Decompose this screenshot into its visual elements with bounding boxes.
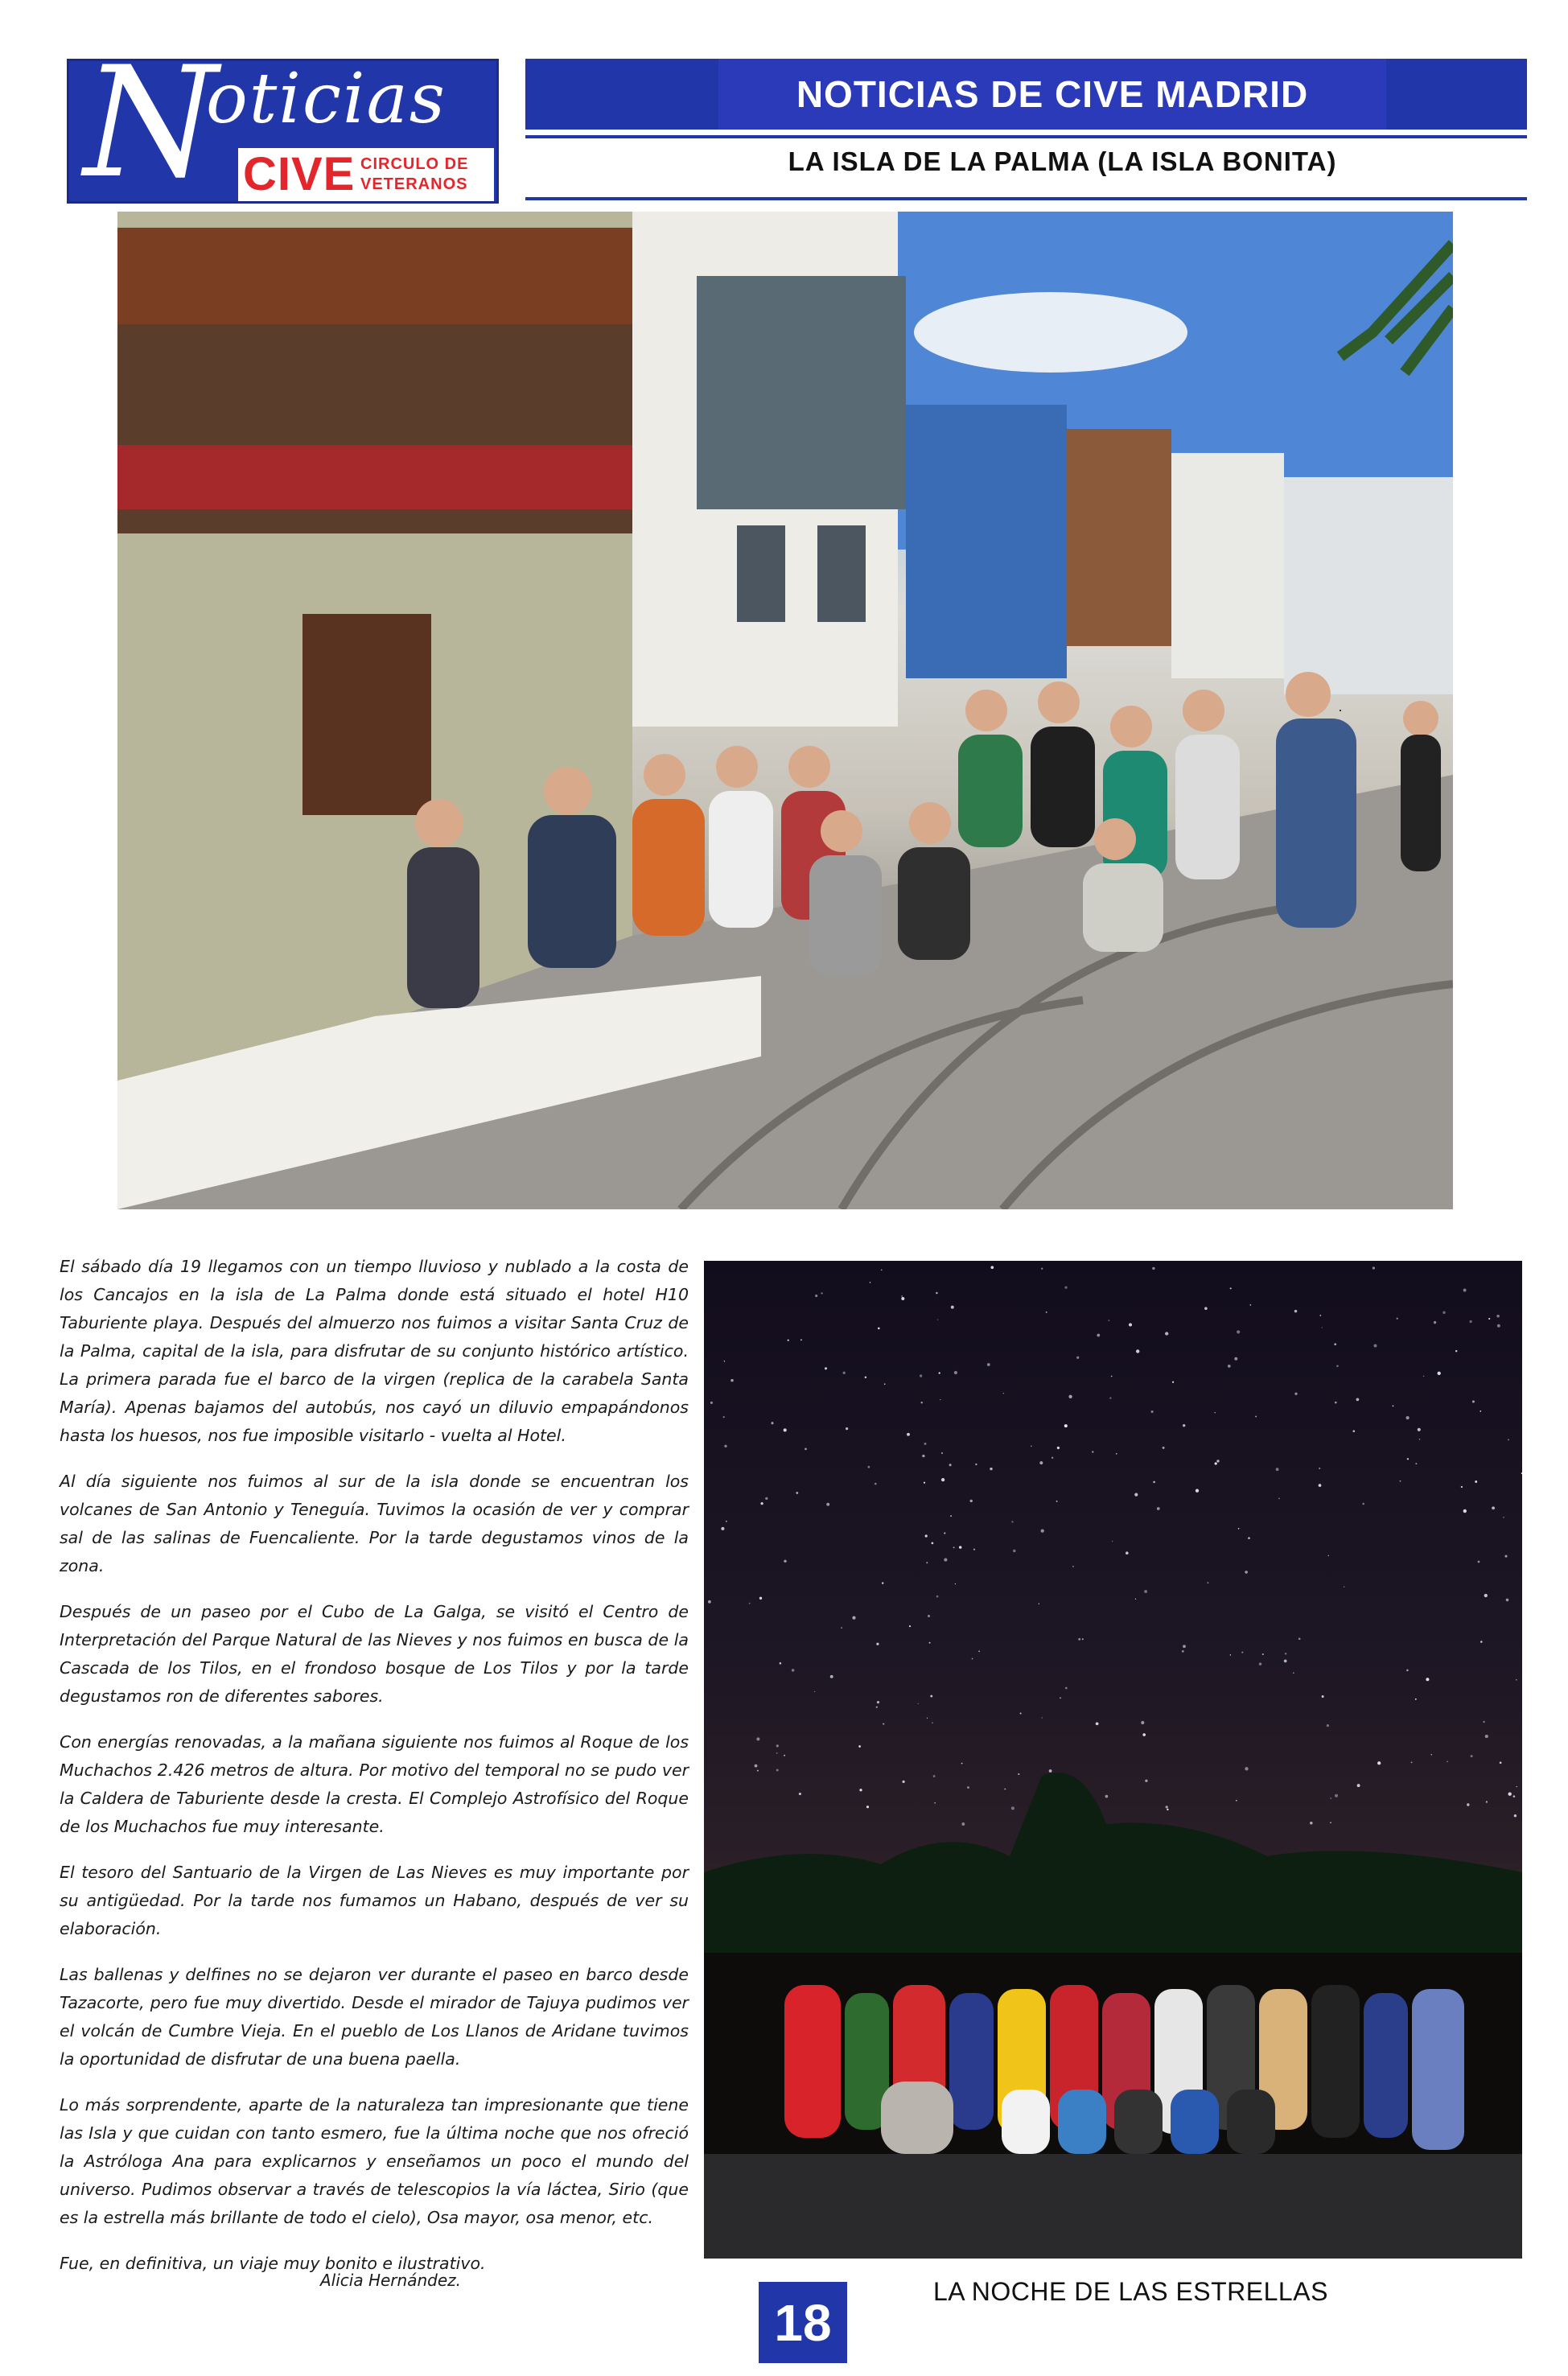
star: [909, 1625, 911, 1627]
star: [730, 1379, 734, 1382]
star: [1478, 1561, 1480, 1563]
star: [1041, 1529, 1044, 1532]
star: [1228, 1365, 1231, 1368]
star: [1204, 1307, 1208, 1310]
star: [1521, 1472, 1522, 1474]
star: [1319, 1315, 1321, 1316]
star: [1471, 1755, 1473, 1757]
star: [1082, 1638, 1084, 1640]
star: [924, 1482, 925, 1484]
star: [1214, 1412, 1215, 1413]
star: [1353, 1430, 1356, 1432]
star: [1248, 1537, 1250, 1539]
star: [1249, 1304, 1251, 1306]
star: [1152, 1267, 1154, 1270]
star: [972, 1658, 973, 1660]
star: [1116, 1453, 1117, 1455]
star: [926, 1562, 928, 1563]
star: [1111, 1376, 1113, 1377]
star: [821, 1292, 822, 1294]
star: [882, 1582, 883, 1583]
star: [1496, 1315, 1500, 1318]
star: [841, 1627, 842, 1629]
star: [1259, 1662, 1261, 1665]
star: [975, 1464, 977, 1465]
star: [1455, 1350, 1457, 1352]
star: [1208, 1582, 1209, 1583]
logo-word: oticias: [206, 59, 447, 139]
star: [878, 1328, 880, 1330]
star: [1065, 1687, 1068, 1690]
star: [1255, 1416, 1257, 1418]
star: [1276, 1468, 1279, 1471]
header-bar: [525, 59, 1527, 130]
star: [1407, 1458, 1409, 1460]
star: [784, 1755, 785, 1756]
star: [796, 1492, 798, 1494]
star: [990, 1468, 992, 1470]
street-group-photo: [117, 212, 1453, 1209]
star: [1503, 1517, 1504, 1518]
star: [826, 1503, 829, 1506]
star: [1472, 1400, 1475, 1402]
star: [883, 1723, 884, 1725]
star: [973, 1549, 975, 1550]
star: [1078, 1638, 1080, 1641]
cive-logo: [67, 59, 499, 204]
star: [1430, 1754, 1432, 1756]
star: [1135, 1599, 1136, 1600]
star: [1322, 1327, 1323, 1328]
star: [1516, 1679, 1517, 1681]
star: [1442, 1311, 1446, 1314]
star: [1423, 1376, 1424, 1377]
star: [1497, 1324, 1500, 1328]
star: [1142, 1733, 1146, 1736]
article-body: [60, 1253, 689, 2296]
star: [870, 1282, 871, 1283]
star: [1068, 1395, 1072, 1398]
star: [1039, 1461, 1043, 1464]
star: [1294, 1310, 1297, 1312]
star: [969, 1500, 972, 1502]
star: [1334, 1343, 1336, 1345]
star: [825, 1367, 827, 1369]
page-subtitle: LA ISLA DE LA PALMA (LA ISLA BONITA): [788, 146, 1337, 176]
star: [932, 1542, 934, 1545]
star: [1434, 1321, 1436, 1324]
star: [1415, 1463, 1417, 1464]
star: [875, 1483, 877, 1485]
star: [925, 1534, 928, 1537]
street-photo-drawing: [117, 212, 1453, 1209]
star: [1463, 1289, 1467, 1292]
star: [1011, 1806, 1014, 1810]
star: [934, 1802, 936, 1804]
star: [1196, 1489, 1199, 1493]
logo-cive: CIVE: [243, 148, 356, 200]
star: [939, 1372, 940, 1373]
star: [1335, 1402, 1337, 1404]
star: [1237, 1330, 1240, 1333]
star: [927, 1718, 928, 1719]
star: [1374, 1344, 1377, 1348]
star: [1447, 1760, 1448, 1762]
star: [954, 1371, 957, 1374]
star: [721, 1527, 724, 1530]
star: [929, 1642, 931, 1644]
star: [780, 1662, 782, 1665]
star: [1262, 1653, 1264, 1655]
star: [930, 1695, 932, 1698]
star: [765, 1497, 768, 1500]
star: [1293, 1672, 1294, 1673]
star: [726, 1521, 727, 1522]
star: [1141, 1721, 1144, 1724]
star: [858, 1745, 861, 1748]
star: [792, 1669, 795, 1672]
star: [1041, 1268, 1043, 1270]
star: [1438, 1372, 1441, 1375]
star: [1463, 1509, 1467, 1513]
star: [877, 1701, 879, 1703]
star: [1357, 1784, 1360, 1787]
star: [865, 1376, 867, 1378]
star: [1183, 1645, 1186, 1648]
star: [1461, 1486, 1463, 1488]
stars: [708, 1266, 1522, 1826]
star: [1294, 1393, 1297, 1395]
article-paragraph: Fue, en definitiva, un viaje muy bonito e ilustrativo.: [60, 2254, 486, 2273]
star: [918, 1703, 919, 1704]
star: [1373, 1266, 1375, 1269]
star: [978, 1650, 980, 1652]
star: [800, 1339, 802, 1340]
star: [1406, 1416, 1410, 1419]
star: [936, 1292, 938, 1295]
star: [723, 1416, 725, 1418]
article-paragraph: Con energías renovadas, a la mañana siguiente nos fuimos al Roque de los Muchachos 2.426 metros de altura. Por motivo del temporal no se pudo ver la Caldera de Taburiente desde la cresta. El Complejo Astrofísico del Roque de los Muchachos fue muy interesante.: [60, 1732, 689, 1836]
star: [881, 1270, 883, 1271]
star: [1126, 1551, 1129, 1554]
article-author: Alicia Hernández.: [320, 2271, 461, 2290]
star: [951, 1306, 954, 1309]
star: [1109, 1397, 1111, 1398]
star: [1356, 1398, 1360, 1402]
star: [755, 1764, 758, 1768]
star: [1238, 1528, 1240, 1530]
star: [1096, 1722, 1099, 1725]
star: [1411, 1761, 1413, 1763]
star: [907, 1433, 910, 1436]
logo-cive-box: [238, 148, 494, 201]
star: [959, 1546, 961, 1548]
star: [1400, 1480, 1401, 1482]
star: [1060, 1697, 1061, 1699]
article-paragraph: Lo más sorprendente, aparte de la naturaleza tan impresionante que tiene las Isla y que cuidan con tanto esmero, fue la última noche que nos ofreció la Astróloga Ana para explicarnos y enseñamos un poco el mundo del universo. Pudimos observar a través de telescopios la vía láctea, Sirio (que es la estrella más brillante de todo el cielo), Osa mayor, osa menor, etc.: [60, 2095, 689, 2227]
star: [1105, 1795, 1109, 1798]
star: [1327, 1724, 1329, 1727]
star: [1013, 1550, 1015, 1552]
header-title-box: [718, 59, 1386, 130]
star: [1245, 1571, 1248, 1574]
star: [1278, 1498, 1280, 1500]
night-photo-drawing: [704, 1261, 1522, 2259]
star: [1042, 1717, 1043, 1718]
star: [1129, 1323, 1132, 1326]
star: [771, 1422, 773, 1424]
star: [1018, 1773, 1019, 1775]
star: [1500, 1761, 1502, 1764]
star: [1322, 1695, 1324, 1698]
header-rule-top: [525, 135, 1527, 138]
star: [1475, 1480, 1477, 1483]
star: [846, 1427, 848, 1430]
star: [784, 1560, 786, 1563]
star: [1064, 1286, 1067, 1288]
star: [1003, 1393, 1004, 1394]
star: [1056, 1501, 1058, 1502]
star: [1064, 1424, 1068, 1427]
star: [1057, 1447, 1060, 1449]
star: [1486, 1801, 1488, 1802]
star: [1492, 1506, 1495, 1509]
photo-caption: LA NOCHE DE LAS ESTRELLAS: [933, 2277, 1328, 2306]
star: [1020, 1712, 1022, 1714]
star: [1157, 1507, 1160, 1510]
star: [1151, 1410, 1154, 1413]
star: [1514, 1814, 1517, 1817]
star: [901, 1295, 903, 1297]
star: [776, 1744, 779, 1747]
star: [953, 1546, 955, 1548]
star: [1182, 1650, 1184, 1653]
star: [1031, 1445, 1032, 1447]
star: [776, 1769, 779, 1771]
star: [1245, 1767, 1248, 1770]
star: [1335, 1794, 1338, 1797]
star: [922, 1455, 924, 1457]
star: [759, 1597, 762, 1600]
star: [1336, 1365, 1339, 1367]
star: [1163, 1447, 1165, 1449]
star: [1393, 1406, 1394, 1407]
star: [1508, 1793, 1512, 1796]
star: [1484, 1594, 1488, 1597]
star: [1508, 1439, 1509, 1440]
star: [1052, 1457, 1053, 1459]
star: [1145, 1780, 1147, 1782]
star: [1319, 1484, 1322, 1487]
star: [949, 1464, 952, 1466]
star: [955, 1583, 956, 1584]
star: [1319, 1468, 1320, 1469]
star: [814, 1691, 815, 1692]
star: [1298, 1637, 1301, 1640]
star: [1241, 1652, 1243, 1653]
page-title: NOTICIAS DE CIVE MADRID: [796, 73, 1309, 115]
article-paragraph: Después de un paseo por el Cubo de La Galga, se visitó el Centro de Interpretación del Parque Natural de las Nieves y nos fuimos en busca de la Cascada de los Tilos, en el frondoso bosque de Los Tilos y por la tarde degustamos ron de diferentes sabores.: [60, 1602, 689, 1706]
star: [1136, 1349, 1139, 1353]
star: [876, 1707, 878, 1708]
star: [928, 1615, 930, 1617]
star: [987, 1363, 990, 1366]
star: [1216, 1460, 1219, 1462]
star: [1076, 1357, 1079, 1359]
star: [1230, 1287, 1232, 1289]
star: [933, 1775, 936, 1777]
star: [749, 1603, 751, 1604]
star: [784, 1428, 787, 1431]
star: [852, 1616, 855, 1620]
star: [1483, 1721, 1484, 1723]
star: [757, 1770, 759, 1772]
star: [1284, 1660, 1287, 1663]
star: [1183, 1424, 1185, 1427]
star: [1230, 1654, 1231, 1655]
star: [876, 1643, 879, 1645]
star: [843, 1372, 846, 1374]
star: [710, 1402, 713, 1404]
star: [1166, 1806, 1168, 1808]
star: [760, 1502, 763, 1505]
star: [1049, 1769, 1052, 1773]
star: [756, 1737, 759, 1740]
star: [1172, 1382, 1174, 1383]
star: [868, 1466, 870, 1468]
star: [1397, 1318, 1398, 1320]
star: [708, 1600, 711, 1604]
star: [1469, 1320, 1471, 1323]
star: [1480, 1410, 1481, 1412]
logo-subtitle: CIRCULO DE VETERANOS: [360, 155, 469, 193]
star: [1046, 1312, 1047, 1313]
star: [1165, 1332, 1168, 1335]
star: [1467, 1803, 1469, 1806]
star: [1330, 1797, 1331, 1799]
star: [967, 1786, 969, 1789]
star: [1506, 1599, 1509, 1602]
star: [788, 1340, 789, 1341]
star: [961, 1763, 963, 1764]
star: [884, 1383, 886, 1385]
article-paragraph: Las ballenas y delfines no se dejaron ver durante el paseo en barco desde Tazacorte, pero fue muy divertido. Desde el mirador de Tajuya pudimos ver el volcán de Cumbre Vieja. En el pueblo de Los Llanos de Aridane tuvimos la oportunidad de disfrutar de una buena paella.: [60, 1965, 689, 2069]
star: [1328, 1555, 1329, 1556]
star: [1153, 1481, 1155, 1484]
night-group-photo: [704, 1261, 1522, 2259]
star: [1418, 1428, 1421, 1431]
star: [1285, 1653, 1286, 1654]
star: [901, 1297, 904, 1300]
star: [1108, 1320, 1109, 1321]
star: [1415, 1699, 1417, 1700]
star: [724, 1445, 726, 1447]
star: [1480, 1641, 1483, 1643]
star: [830, 1675, 833, 1678]
star: [1215, 1462, 1217, 1464]
star: [944, 1533, 945, 1534]
logo-initial: N: [84, 59, 218, 204]
star: [1377, 1761, 1381, 1764]
star: [1011, 1521, 1013, 1522]
header-rule-bottom: [525, 197, 1527, 200]
star: [902, 1781, 904, 1783]
star: [1488, 1318, 1490, 1320]
star: [1134, 1493, 1138, 1497]
star: [1112, 1541, 1113, 1542]
star: [941, 1478, 945, 1481]
star: [961, 1822, 965, 1826]
article-paragraph: El sábado día 19 llegamos con un tiempo lluvioso y nublado a la costa de los Cancajos en la isla de La Palma donde está situado el hotel H10 Taburiente playa. Después del almuerzo nos fuimos a visitar Santa Cruz de la Palma, capital de la isla, para disfrutar de su conjunto histórico artístico. La primera parada fue el barco de la virgen (replica de la carabela Santa María). Apenas bajamos del autobús, nos cayó un diluvio empapándonos hasta los huesos, nos fue imposible visitarlo - vuelta al Hotel.: [60, 1257, 689, 1445]
star: [1097, 1334, 1100, 1337]
star: [950, 1515, 952, 1517]
star: [815, 1295, 817, 1297]
star: [1362, 1503, 1364, 1505]
star: [1513, 1795, 1516, 1797]
star: [1406, 1670, 1409, 1672]
star: [937, 1319, 938, 1320]
star: [941, 1452, 943, 1454]
star: [1504, 1555, 1507, 1558]
star: [1310, 1822, 1313, 1825]
star: [805, 1448, 807, 1451]
star: [944, 1559, 947, 1562]
star: [1485, 1735, 1488, 1738]
star: [1144, 1590, 1147, 1593]
article-paragraph: Al día siguiente nos fuimos al sur de la isla donde se encuentran los volcanes de San Antonio y Teneguía. Tuvimos la ocasión de ver y comprar sal de las salinas de Fuencaliente. Por la tarde degustamos vinos de la zona.: [60, 1472, 689, 1575]
star: [1072, 1566, 1074, 1567]
star: [776, 1752, 777, 1753]
star: [799, 1793, 801, 1795]
star: [1167, 1809, 1168, 1810]
star: [1092, 1451, 1093, 1452]
star: [921, 1402, 923, 1403]
star: [924, 1443, 927, 1445]
star: [932, 1722, 933, 1723]
star: [1236, 1800, 1237, 1802]
star: [1004, 1789, 1006, 1790]
star: [866, 1806, 869, 1808]
star: [1234, 1357, 1237, 1361]
star: [920, 1374, 923, 1377]
star: [936, 1596, 939, 1598]
star: [990, 1266, 994, 1269]
star: [859, 1789, 862, 1791]
star: [1426, 1678, 1429, 1681]
page-number: 18: [759, 2282, 847, 2363]
article-paragraph: El tesoro del Santuario de la Virgen de Las Nieves es muy importante por su antigüedad. Por la tarde nos fumamos un Habano, después de ver su elaboración.: [60, 1863, 689, 1938]
